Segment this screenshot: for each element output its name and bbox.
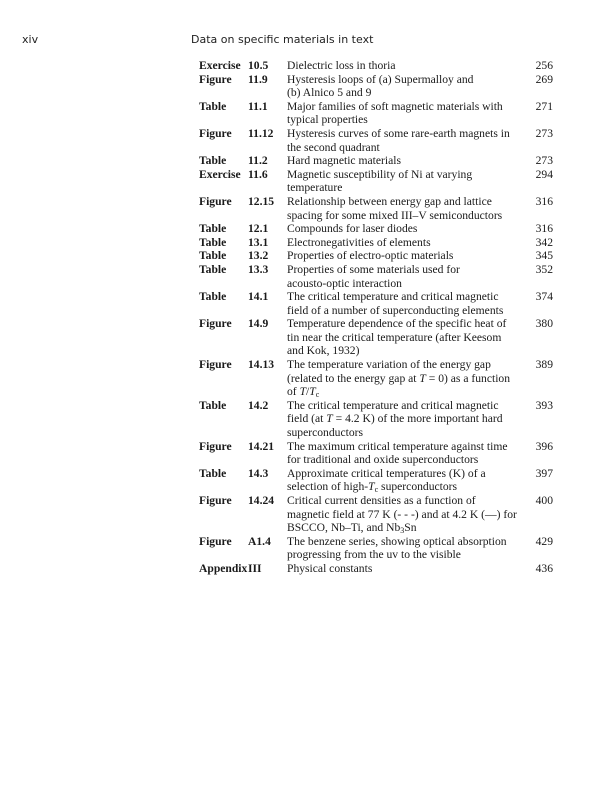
- entry-description: [287, 562, 525, 576]
- entry-kind: Table: [199, 222, 227, 236]
- description-line: [287, 331, 525, 345]
- entry-page: 316: [535, 222, 553, 236]
- description-line: [287, 372, 525, 386]
- entry-description: [287, 535, 525, 562]
- entry-description: [287, 494, 525, 535]
- list-item: [199, 59, 553, 73]
- list-item: [199, 358, 553, 399]
- description-line: [287, 195, 525, 209]
- text-segment: The temperature variation of the energy gap: [287, 358, 491, 372]
- entry-kind: Table: [199, 466, 227, 480]
- entry-number: 14.3: [248, 466, 269, 480]
- entry-number: 11.6: [248, 167, 268, 181]
- text-segment: Properties of some materials used for: [287, 262, 460, 276]
- description-line: [287, 535, 525, 549]
- list-item: [199, 494, 553, 535]
- text-segment: Hysteresis loops of (a) Supermalloy and: [287, 72, 474, 86]
- text-segment: temperature: [287, 181, 343, 195]
- entry-kind: Figure: [199, 194, 232, 208]
- entry-description: [287, 73, 525, 100]
- entry-description: [287, 100, 525, 127]
- text-segment: Dielectric loss in thoria: [287, 59, 396, 72]
- text-segment: The maximum critical temperature against time: [287, 439, 508, 453]
- entry-description: [287, 59, 525, 73]
- description-line: [287, 508, 525, 522]
- list-item: [199, 562, 553, 576]
- text-segment: Compounds for laser diodes: [287, 222, 418, 236]
- text-segment: Critical current densities as a function of: [287, 494, 476, 507]
- text-segment: and Kok, 1932): [287, 344, 360, 358]
- text-segment: The benzene series, showing optical absorption: [287, 534, 507, 548]
- entry-number: 14.13: [248, 358, 275, 372]
- description-line: [287, 358, 525, 372]
- list-item: [199, 399, 553, 440]
- italic-symbol: T: [368, 480, 375, 494]
- description-line: [287, 385, 525, 399]
- description-line: [287, 440, 525, 454]
- description-line: [287, 344, 525, 358]
- description-line: [287, 113, 525, 127]
- entry-page: 396: [535, 439, 553, 453]
- page-number: xiv: [22, 33, 39, 46]
- text-segment: = 0) as a function: [425, 371, 511, 385]
- list-item: [199, 290, 553, 317]
- entry-page: 380: [535, 317, 553, 331]
- list-item: [199, 467, 553, 494]
- entry-page: 316: [535, 194, 553, 208]
- description-line: [287, 249, 525, 263]
- list-item: [199, 236, 553, 250]
- text-segment: Hysteresis curves of some rare-earth magnets in: [287, 126, 510, 140]
- entry-kind: Table: [199, 235, 227, 249]
- entry-page: 397: [535, 466, 553, 480]
- entry-page: 345: [535, 249, 553, 263]
- entry-kind: Exercise: [199, 167, 241, 181]
- italic-symbol: T: [299, 385, 307, 399]
- entry-number: 14.2: [248, 398, 269, 412]
- text-segment: = 4.2 K) of the more important hard: [332, 412, 503, 426]
- description-line: [287, 86, 525, 100]
- entry-kind: Exercise: [199, 59, 241, 72]
- entry-description: [287, 127, 525, 154]
- entry-number: 12.1: [248, 222, 269, 236]
- italic-symbol: T: [326, 412, 333, 426]
- text-segment: field of a number of superconducting elements: [287, 303, 504, 317]
- text-segment: tin near the critical temperature (after Keesom: [287, 330, 502, 344]
- text-segment: for traditional and oxide superconductors: [287, 453, 479, 467]
- entry-kind: Table: [199, 249, 227, 263]
- text-segment: Electronegativities of elements: [287, 235, 431, 249]
- entry-number: A1.4: [248, 534, 271, 548]
- text-segment: Hard magnetic materials: [287, 154, 401, 168]
- text-segment: Major families of soft magnetic materials with: [287, 99, 503, 113]
- entry-description: [287, 467, 525, 494]
- text-segment: Physical constants: [287, 561, 373, 575]
- entry-description: [287, 154, 525, 168]
- entry-description: [287, 358, 525, 399]
- description-line: [287, 154, 525, 168]
- entry-kind: Figure: [199, 494, 232, 507]
- entry-page: 393: [535, 398, 553, 412]
- text-segment: progressing from the uv to the visible: [287, 548, 461, 562]
- entry-number: 12.15: [248, 194, 275, 208]
- description-line: [287, 168, 525, 182]
- description-line: [287, 181, 525, 195]
- description-line: [287, 59, 525, 73]
- description-line: [287, 494, 525, 508]
- text-segment: Magnetic susceptibility of Ni at varying: [287, 167, 473, 181]
- entry-number: III: [248, 561, 262, 575]
- entry-number: 13.1: [248, 235, 269, 249]
- description-line: [287, 277, 525, 291]
- description-line: [287, 548, 525, 562]
- text-segment: of: [287, 385, 300, 399]
- entry-page: 294: [535, 167, 553, 181]
- description-line: [287, 236, 525, 250]
- description-line: [287, 100, 525, 114]
- list-item: [199, 249, 553, 263]
- entry-number: 14.1: [248, 290, 269, 304]
- entry-page: 269: [535, 72, 553, 86]
- entry-page: 273: [535, 126, 553, 140]
- entry-number: 14.24: [248, 494, 275, 507]
- list-item: [199, 154, 553, 168]
- text-segment: BSCCO, Nb–Ti, and Nb: [287, 521, 401, 535]
- entry-description: [287, 440, 525, 467]
- entry-number: 11.9: [248, 72, 268, 86]
- entry-number: 10.5: [248, 59, 269, 72]
- entry-page: 352: [535, 262, 553, 276]
- entry-description: [287, 317, 525, 358]
- description-line: [287, 209, 525, 223]
- description-line: [287, 317, 525, 331]
- list-item: [199, 195, 553, 222]
- description-line: [287, 467, 525, 481]
- entry-page: 389: [535, 358, 553, 372]
- italic-symbol: T: [419, 371, 426, 385]
- text-segment: typical properties: [287, 113, 368, 127]
- running-title: Data on specific materials in text: [191, 33, 374, 46]
- entry-page: 374: [535, 290, 553, 304]
- description-line: [287, 562, 525, 576]
- entry-page: 436: [535, 561, 553, 575]
- entry-page: 273: [535, 154, 553, 168]
- list-item: [199, 535, 553, 562]
- text-segment: acousto-optic interaction: [287, 276, 402, 290]
- description-line: [287, 222, 525, 236]
- subscript: 3: [400, 526, 405, 536]
- text-segment: /: [306, 385, 310, 399]
- text-segment: selection of high-: [287, 480, 369, 494]
- description-line: [287, 290, 525, 304]
- entry-page: 256: [535, 59, 553, 72]
- text-segment: Temperature dependence of the specific heat of: [287, 317, 507, 331]
- entry-page: 271: [535, 99, 553, 113]
- description-line: [287, 263, 525, 277]
- list-item: [199, 100, 553, 127]
- text-segment: (b) Alnico 5 and 9: [287, 86, 372, 100]
- entry-page: 400: [535, 494, 553, 507]
- description-line: [287, 453, 525, 467]
- entry-description: [287, 263, 525, 290]
- entry-description: [287, 236, 525, 250]
- text-segment: The critical temperature and critical magnetic: [287, 290, 499, 304]
- text-segment: spacing for some mixed III–V semiconductors: [287, 208, 503, 222]
- entry-kind: Appendix: [199, 561, 248, 575]
- list-item: [199, 317, 553, 358]
- list-item: [199, 168, 553, 195]
- entry-description: [287, 399, 525, 440]
- italic-symbol: T: [309, 385, 316, 399]
- entry-kind: Table: [199, 398, 227, 412]
- description-line: [287, 399, 525, 413]
- text-segment: the second quadrant: [287, 140, 380, 154]
- list-item: [199, 440, 553, 467]
- text-segment: (related to the energy gap at: [287, 371, 420, 385]
- entry-number: 14.9: [248, 317, 269, 331]
- entry-number: 11.2: [248, 154, 268, 168]
- entry-kind: Figure: [199, 358, 232, 372]
- list-item: [199, 73, 553, 100]
- entry-number: 13.2: [248, 249, 269, 263]
- entry-page: 429: [535, 534, 553, 548]
- entry-kind: Figure: [199, 439, 232, 453]
- entry-kind: Figure: [199, 317, 232, 331]
- entry-description: [287, 222, 525, 236]
- entry-number: 13.3: [248, 262, 269, 276]
- entry-number: 11.12: [248, 126, 274, 140]
- list-item: [199, 263, 553, 290]
- entry-description: [287, 168, 525, 195]
- entry-kind: Table: [199, 262, 227, 276]
- description-line: [287, 480, 525, 494]
- subscript: c: [374, 485, 379, 495]
- entry-number: 11.1: [248, 99, 268, 113]
- description-line: [287, 426, 525, 440]
- text-segment: Relationship between energy gap and lattice: [287, 194, 492, 208]
- entry-description: [287, 195, 525, 222]
- text-segment: The critical temperature and critical magnetic: [287, 398, 499, 412]
- text-segment: Properties of electro-optic materials: [287, 249, 454, 263]
- text-segment: Sn: [404, 521, 417, 535]
- entry-kind: Table: [199, 290, 227, 304]
- description-line: [287, 141, 525, 155]
- entry-number: 14.21: [248, 439, 275, 453]
- entry-kind: Figure: [199, 126, 232, 140]
- text-segment: field (at: [287, 412, 327, 426]
- entry-description: [287, 249, 525, 263]
- text-segment: superconductors: [378, 480, 458, 494]
- subscript: c: [315, 390, 320, 400]
- description-line: [287, 304, 525, 318]
- text-segment: Approximate critical temperatures (K) of a: [287, 466, 486, 480]
- text-segment: superconductors: [287, 426, 363, 440]
- list-item: [199, 222, 553, 236]
- entry-kind: Table: [199, 99, 227, 113]
- description-line: [287, 521, 525, 535]
- description-line: [287, 73, 525, 87]
- materials-list: [199, 59, 553, 576]
- description-line: [287, 412, 525, 426]
- description-line: [287, 127, 525, 141]
- entry-page: 342: [535, 235, 553, 249]
- entry-kind: Figure: [199, 534, 232, 548]
- text-segment: magnetic field at 77 K (- - -) and at 4.2 K (—) for: [287, 507, 517, 521]
- entry-description: [287, 290, 525, 317]
- list-item: [199, 127, 553, 154]
- entry-kind: Figure: [199, 72, 232, 86]
- entry-kind: Table: [199, 154, 227, 168]
